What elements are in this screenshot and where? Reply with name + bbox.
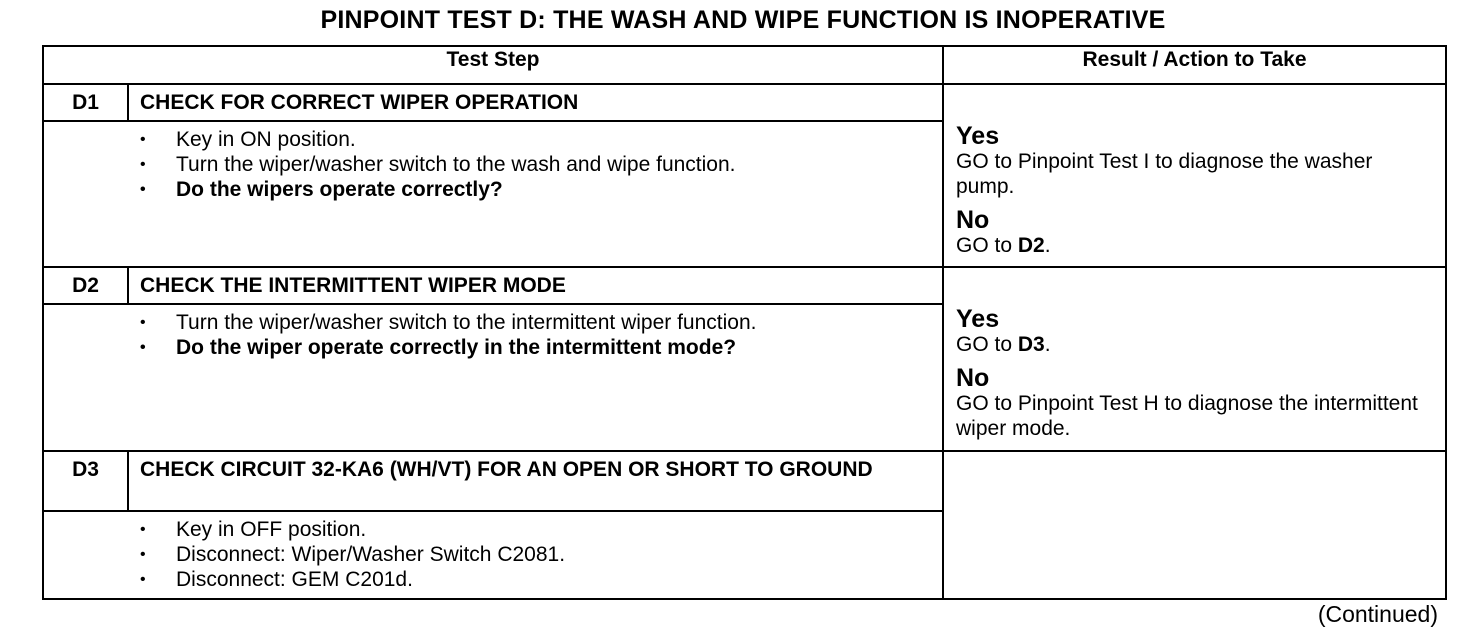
step-id: D2 [43,267,128,304]
bullet-item: • Key in ON position. [140,127,934,152]
step-title: CHECK THE INTERMITTENT WIPER MODE [128,267,943,304]
blank-cell [43,511,128,599]
step-row-d3 [43,451,1446,511]
blank-cell [43,304,128,451]
yes-action-suffix: . [1044,333,1051,356]
bullet-item: • Turn the wiper/washer switch to the intermittent wiper function. [140,310,934,335]
no-action [956,233,1433,258]
table-header-row [43,46,1446,84]
no-action-ref: D2 [1017,234,1045,257]
yes-action-ref: D3 [1017,333,1045,356]
yes-label: Yes [956,122,1000,150]
bullet-item: • Disconnect: Wiper/Washer Switch C2081. [140,542,934,567]
header-result-action: Result / Action to Take [943,46,1446,84]
pinpoint-test-table [42,45,1447,600]
step-result-d1 [943,84,1446,267]
step-bullets [128,304,943,451]
blank-cell [43,121,128,267]
bullet-item: • Turn the wiper/washer switch to the wash and wipe function. [140,152,934,177]
yes-action-prefix: GO to [956,333,1018,356]
step-bullets [128,511,943,599]
step-id: D3 [43,451,128,511]
step-bullets [128,121,943,267]
step-row-d2 [43,267,1446,304]
continued-note: (Continued) [1317,601,1438,627]
step-title: CHECK CIRCUIT 32-KA6 (WH/VT) FOR AN OPEN OR SHORT TO GROUND [128,451,943,511]
yes-action [956,332,1433,357]
yes-label: Yes [956,305,1000,333]
step-title: CHECK FOR CORRECT WIPER OPERATION [128,84,943,121]
step-id: D1 [43,84,128,121]
bullet-question: • Do the wipers operate correctly? [140,177,934,202]
bullet-item: • Key in OFF position. [140,517,934,542]
no-action: GO to Pinpoint Test H to diagnose the intermittent wiper mode. [956,392,1418,440]
step-result-d3 [943,451,1446,599]
no-label: No [956,206,990,234]
step-result-d2 [943,267,1446,451]
step-row-d1 [43,84,1446,121]
no-action-suffix: . [1044,234,1051,257]
bullet-item: • Disconnect: GEM C201d. [140,567,934,592]
yes-action: GO to Pinpoint Test I to diagnose the washer pump. [956,150,1373,198]
no-label: No [956,364,990,392]
header-test-step: Test Step [43,46,943,84]
no-action-prefix: GO to [956,234,1018,257]
bullet-question: • Do the wiper operate correctly in the intermittent mode? [140,335,934,360]
page-title: PINPOINT TEST D: THE WASH AND WIPE FUNCTION IS INOPERATIVE [320,6,1166,34]
